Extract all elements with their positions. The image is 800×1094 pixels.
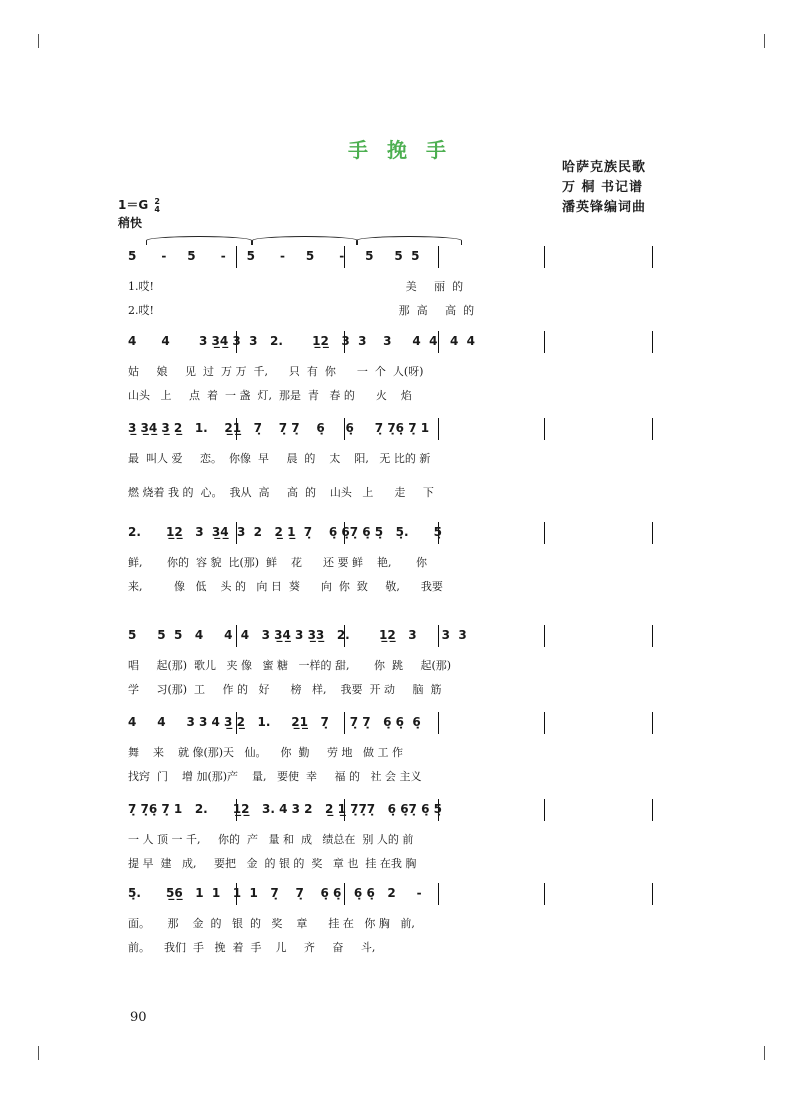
lyrics-verse-2: 燃 烧着 我 的 心。 我从 高 高 的 山头 上 走 下	[128, 486, 434, 499]
bar-line	[652, 712, 653, 734]
lyrics-verse-1: 鲜, 你的 容 貌 比(那) 鲜 花 还 要 鲜 艳, 你	[128, 556, 427, 569]
bar-line	[544, 799, 545, 821]
bar-line	[652, 418, 653, 440]
lyrics-verse-1: 唱 起(那) 歌儿 夹 像 蜜 糖 一样的 甜, 你 跳 起(那)	[128, 659, 452, 672]
score-row	[0, 799, 800, 895]
notes-line: 5̣. 5̲6̲ 1 1 1 1 7̣ 7̣ 6̣ 6̣ 6̣ 6̣ 2 -	[128, 886, 422, 900]
crop-mark	[764, 34, 765, 48]
bar-line	[438, 883, 439, 905]
bar-line	[544, 883, 545, 905]
bar-line	[438, 246, 439, 268]
credit-transcriber: 万 桐 书记谱	[562, 180, 644, 195]
credits	[562, 158, 646, 218]
score-row	[0, 712, 800, 808]
notes-line: 7̣ 7̣6̣ 7̣ 1 2. 1̲2̲ 3. 4 3 2 2̲ 1̲ 7̣7̣7̣ 6̣ 6̣7̣ 6̣ 5̣	[128, 802, 442, 816]
lyrics-verse-1: 一 人 顶 一 千, 你的 产 量 和 成 绩总在 别 人的 前	[128, 833, 414, 846]
bar-line	[438, 418, 439, 440]
lyrics-verse-1: 1.哎! 美 丽 的	[128, 280, 464, 293]
lyrics-verse-1: 最 叫人 爱 恋。 你像 早 晨 的 太 阳, 无 比的 新	[128, 452, 431, 465]
lyrics-verse-2: 2.哎! 那 高 高 的	[128, 304, 475, 317]
credit-origin: 哈萨克族民歌	[562, 160, 647, 175]
time-signature: 2 4	[154, 196, 160, 214]
song-title: 手 挽 手	[348, 138, 452, 162]
lyrics-verse-2: 前。 我们 手 挽 着 手 儿 齐 奋 斗,	[128, 941, 376, 954]
notes-line: 2. 1̲2̲ 3 3̲4̲ 3 2 2̲ 1̲ 7̣ 6̣ 6̣7̣ 6̣ 5̣ 5̣. 5̣	[128, 525, 442, 539]
key-label: 1＝G	[118, 198, 149, 212]
bar-line	[652, 625, 653, 647]
score-row	[0, 246, 800, 342]
bar-line	[544, 418, 545, 440]
crop-mark	[38, 1046, 39, 1060]
bar-line	[544, 246, 545, 268]
lyrics-verse-2: 山头 上 点 着 一 盏 灯, 那是 青 春 的 火 焰	[128, 389, 412, 402]
bar-line	[652, 246, 653, 268]
credit-arranger: 潘英锋编词曲	[562, 200, 647, 215]
crop-mark	[38, 34, 39, 48]
score-row	[0, 522, 800, 618]
crop-mark	[764, 1046, 765, 1060]
bar-line	[652, 799, 653, 821]
lyrics-verse-2: 来, 像 低 头 的 向 日 葵 向 你 致 敬, 我要	[128, 580, 443, 593]
bar-line	[652, 331, 653, 353]
lyrics-verse-1: 姑 娘 见 过 万 万 千, 只 有 你 一 个 人(呀)	[128, 365, 424, 378]
bar-line	[544, 331, 545, 353]
notes-line: 4 4 3 3̲4̲ 3 3 2. 1̲2̲ 3 3 3 4 4 4 4	[128, 334, 476, 348]
score-row	[0, 883, 800, 979]
lyrics-verse-2: 找窍 门 增 加(那)产 量, 要使 幸 福 的 社 会 主义	[128, 770, 422, 783]
notes-line: 5 - 5 - 5 - 5 - 5 5 5	[128, 249, 420, 263]
lyrics-verse-1: 面。 那 金 的 银 的 奖 章 挂 在 你 胸 前,	[128, 917, 415, 930]
lyrics-verse-2: 提 早 建 成, 要把 金 的 银 的 奖 章 也 挂 在我 胸	[128, 857, 417, 870]
lyrics-verse-2: 学 习(那) 工 作 的 好 榜 样, 我要 开 动 脑 筋	[128, 683, 442, 696]
bar-line	[652, 522, 653, 544]
score-row	[0, 331, 800, 427]
tie-arc	[252, 236, 358, 245]
tempo-marking: 稍快	[118, 216, 143, 230]
score-row	[0, 625, 800, 721]
notes-line: 4 4 3 3 4 3̲ 2̲ 1. 2̲1̲ 7̣ 7̣ 7̣ 6̣ 6̣ 6̣	[128, 715, 421, 729]
notes-line: 5 5 5 4 4 4 3 3̲4̲ 3 3̲3̲ 2. 1̲2̲ 3 3 3	[128, 628, 467, 642]
lyrics-verse-1: 舞 来 就 像(那)天 仙。 你 勤 劳 地 做 工 作	[128, 746, 403, 759]
key-signature	[118, 196, 160, 214]
bar-line	[544, 712, 545, 734]
notes-line: 3̲ 3̲4̲ 3̲ 2̲ 1. 2̲1̲ 7̣ 7̣ 7̣ 6̣ 6̣ 7̣ 7̣6̣ 7̣ 1	[128, 421, 430, 435]
score-row	[0, 418, 800, 514]
tie-arc	[146, 236, 252, 245]
tie-arc	[356, 236, 462, 245]
bar-line	[438, 712, 439, 734]
page-number: 90	[130, 1010, 147, 1025]
bar-line	[544, 625, 545, 647]
bar-line	[652, 883, 653, 905]
bar-line	[544, 522, 545, 544]
